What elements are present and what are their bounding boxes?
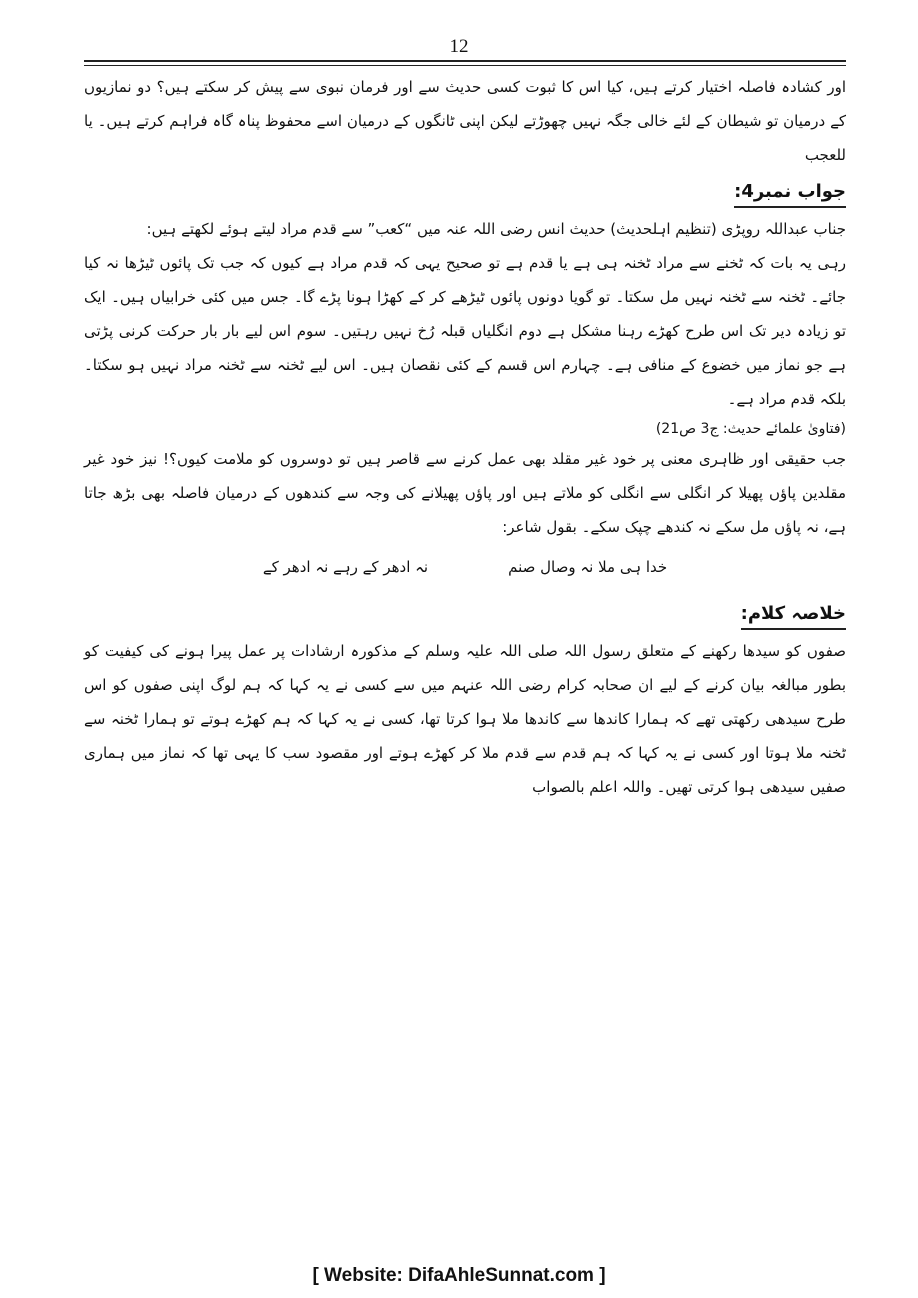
comment-paragraph: جب حقیقی اور ظاہری معنی پر خود غیر مقلد بھی عمل کرنے سے قاصر ہیں تو دوسروں کو ملامت کیوں؟! نیز خود غیر مقلدین پاؤں پھیلا کر انگلی سے انگلی کو ملاتے ہیں اور پاؤں پھیلانے کی وجہ سے کندھوں کے درمیان فاصلہ بھی بڑھ جاتا ہے، نہ پاؤں مل سکے نہ کندھے چپک سکے۔ بقول شاعر: (84, 450, 846, 536)
answer-intro: جناب عبداللہ روپڑی (تنظیم اہلحدیث) حدیث انس رضی اللہ عنہ میں “کعب” سے قدم مراد لیتے ہوئے لکھتے ہیں: (146, 220, 846, 238)
summary-heading-wrap (84, 594, 846, 634)
intro-paragraph: اور کشادہ فاصلہ اختیار کرتے ہیں، کیا اس کا ثبوت کسی حدیث سے اور فرمان نبوی سے پیش کر سکتے ہیں؟ دو نمازیوں کے درمیان تو شیطان کے لئے خالی جگہ نہیں چھوڑتے لیکن اپنی ٹانگوں کے درمیان اسے محفوظ پناہ گاہ فراہم کرتے ہیں۔ یا للعجب (84, 78, 846, 164)
answer-heading-wrap (84, 172, 846, 212)
verse-second-line: نہ ادھر کے رہے نہ ادھر کے (262, 558, 429, 576)
verse-first-line: خدا ہی ملا نہ وصال صنم (508, 558, 668, 576)
header-rule-thin (84, 65, 846, 66)
summary-heading: خلاصہ کلام: (741, 600, 846, 630)
summary-paragraph: صفوں کو سیدھا رکھنے کے متعلق رسول اللہ صلی اللہ علیہ وسلم کے مذکورہ ارشادات پر عمل پیرا ہونے کی کیفیت کو بطور مبالغہ بیان کرنے کے لیے ان صحابہ کرام رضی اللہ عنہم میں سے کسی نے یہ کہا کہ ہم لوگ اپنی صفوں کو اس طرح سیدھی رکھتی تھے کہ ہمارا کاندھا سے کاندھا ملا ہوا کرتا تھا، کسی نے یہ کہا کہ ہم کھڑے ہوتے تو ہمارا ٹخنہ سے ٹخنہ ملا ہوتا اور کسی نے یہ کہا کہ ہم قدم سے قدم ملا کر کھڑے ہوتے اور مقصود سب کا یہی تھا کہ نماز میں ہماری صفیں سیدھی ہوا کرتی تھیں۔ واللہ اعلم بالصواب (84, 642, 846, 796)
header-rule (84, 60, 846, 62)
poetry-verse (84, 550, 846, 584)
page-number: 12 (449, 36, 469, 57)
page-content (84, 70, 846, 804)
website-footer: [ Website: DifaAhleSunnat.com ] (312, 1265, 606, 1286)
answer-paragraph: رہی یہ بات کہ ٹخنے سے مراد ٹخنہ ہی ہے یا قدم ہے تو صحیح یہی کہ قدم مراد ہے کیوں کہ جب تک پائوں ٹیڑھا نہ کیا جائے۔ ٹخنہ سے ٹخنہ نہیں مل سکتا۔ تو گویا دونوں پائوں ٹیڑھے کر کے کھڑا ہونا پڑے گا۔ جس میں کئی خرابیاں ہیں۔ ایک تو زیادہ دیر تک اس طرح کھڑے رہنا مشکل ہے دوم انگلیاں قبلہ رُخ نہیں رہتیں۔ سوم اس لیے بار بار حرکت کرنی پڑتی ہے جو نماز میں خضوع کے منافی ہے۔ چہارم اس قسم کے کئی نقصان ہیں۔ اس لیے ٹخنہ سے ٹخنہ مراد نہیں ہو سکتا۔ بلکہ قدم مراد ہے۔ (84, 254, 846, 408)
answer-heading: جواب نمبر4: (734, 178, 846, 208)
reference-citation: (فتاویٰ علمائے حدیث: ج3 ص21) (655, 421, 846, 437)
